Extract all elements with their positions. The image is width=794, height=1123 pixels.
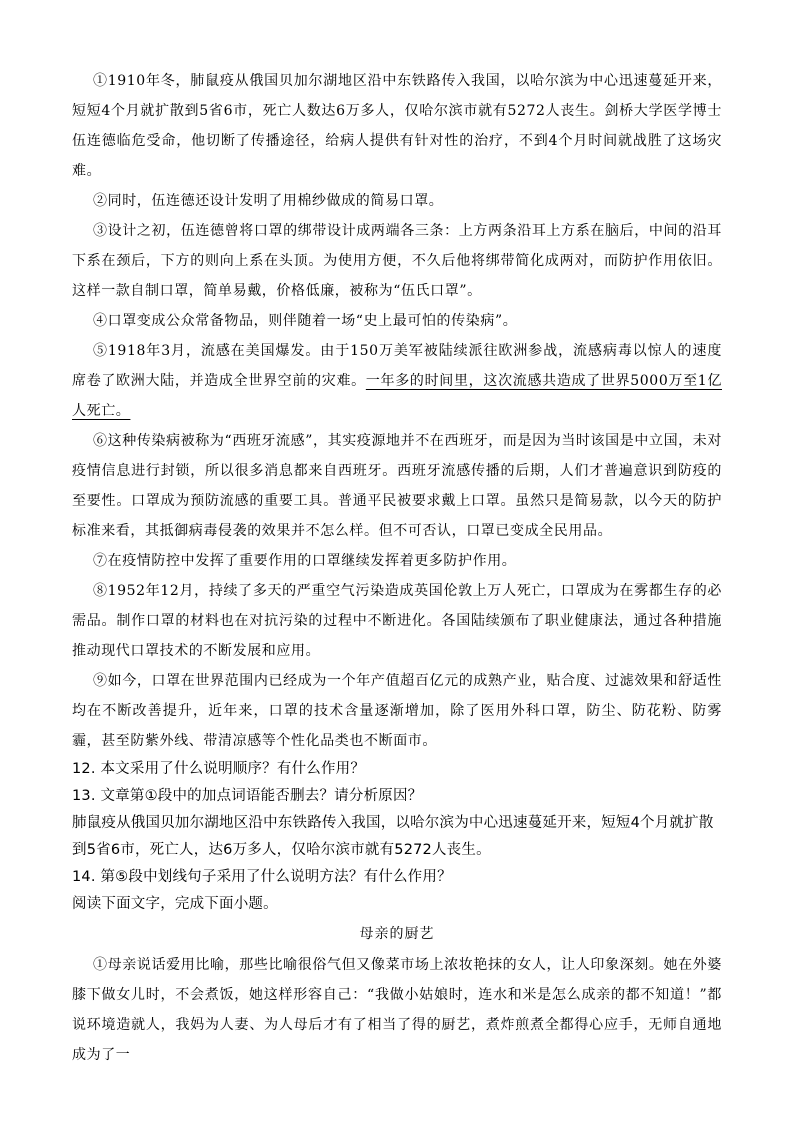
question-14: 14. 第⑤段中划线句子采用了什么说明方法？有什么作用？ [72,869,452,885]
passage-paragraph-3: ③设计之初，伍连德曾将口罩的绑带设计成两端各三条：上方两条沿耳上方系在脑后，中间的沿耳下系在颈后，下方的则向上系在头顶。为使用方便，不久后他将绑带简化成两对，而防护作用依旧。这样一款自制口罩，简单易戴，价格低廉，被称为“伍氏口罩”。 [72,223,722,299]
question-12: 12. 本文采用了什么说明顺序？有什么作用？ [72,761,366,777]
passage-paragraph-4: ④口罩变成公众常备物品，则伴随着一场“史上最可怕的传染病”。 [93,313,518,329]
passage-paragraph-2: ②同时，伍连德还设计发明了用棉纱做成的简易口罩。 [93,193,444,209]
reading-instruction: 阅读下面文字，完成下面小题。 [72,896,278,912]
passage-paragraph-9: ⑨如今，口罩在世界范围内已经成为一个年产值超百亿元的成熟产业，贴合度、过滤效果和舒适性均在不断改善提升，近年来，口罩的技术含量逐渐增加，除了医用外科口罩，防尘、防花粉、防雾霾，甚至防紫外线、带清凉感等个性化品类也不断面市。 [72,673,722,749]
passage-paragraph-1: ①1910年冬，肺鼠疫从俄国贝加尔湖地区沿中东铁路传入我国，以哈尔滨为中心迅速蔓延开来，短短4个月就扩散到5省6市，死亡人数达6万多人，仅哈尔滨市就有5272人丧生。剑桥大学医学博士伍连德临危受命，他切断了传播途径，给病人提供有针对性的治疗，不到4个月时间就战胜了这场灾难。 [72,73,722,179]
passage-paragraph-8: ⑧1952年12月，持续了多天的严重空气污染造成英国伦敦上万人死亡，口罩成为在雾都生存的必需品。制作口罩的材料也在对抗污染的过程中不断进化。各国陆续颁布了职业健康法，通过各种措施推动现代口罩技术的不断发展和应用。 [72,583,722,659]
question-13-quote: 肺鼠疫从俄国贝加尔湖地区沿中东铁路传入我国，以哈尔滨为中心迅速蔓延开来，短短4个月就扩散到5省6市，死亡人，达6万多人，仅哈尔滨市就有5272人丧生。 [72,815,714,858]
passage-paragraph-5 [72,336,722,426]
passage-paragraph-7: ⑦在疫情防控中发挥了重要作用的口罩继续发挥着更多防护作用。 [93,553,517,569]
story-title: 母亲的厨艺 [359,926,435,942]
document-body [72,66,722,1070]
question-13: 13. 文章第①段中的加点词语能否删去？请分析原因？ [72,788,423,804]
underlined-sentence: 一年多的时间里，这次流感共造成了世界5000万至1亿人死亡。 [72,373,722,419]
story-paragraph-1: ①母亲说话爱用比喻，那些比喻很俗气但又像菜市场上浓妆艳抹的女人，让人印象深刻。她在外婆膝下做女儿时，不会煮饭，她这样形容自己：“我做小姑娘时，连水和米是怎么成亲的都不知道！”都说环境造就人，我妈为人妻、为人母后才有了相当了得的厨艺，煮炸煎煮全都得心应手，无师自通地成为了一 [72,957,722,1063]
passage-paragraph-5-text: ⑤1918年3月，流感在美国爆发。由于150万美军被陆续派往欧洲参战，流感病毒以惊人的速度席卷了欧洲大陆，并造成全世界空前的灾难。 [72,343,722,389]
passage-paragraph-6: ⑥这种传染病被称为“西班牙流感”，其实疫源地并不在西班牙，而是因为当时该国是中立国，未对疫情信息进行封锁，所以很多消息都来自西班牙。西班牙流感传播的后期，人们才普遍意识到防疫的至要性。口罩成为预防流感的重要工具。普通平民被要求戴上口罩。虽然只是简易款，以今天的防护标准来看，其抵御病毒侵袭的效果并不怎么样。但不可否认，口罩已变成全民用品。 [72,433,722,539]
